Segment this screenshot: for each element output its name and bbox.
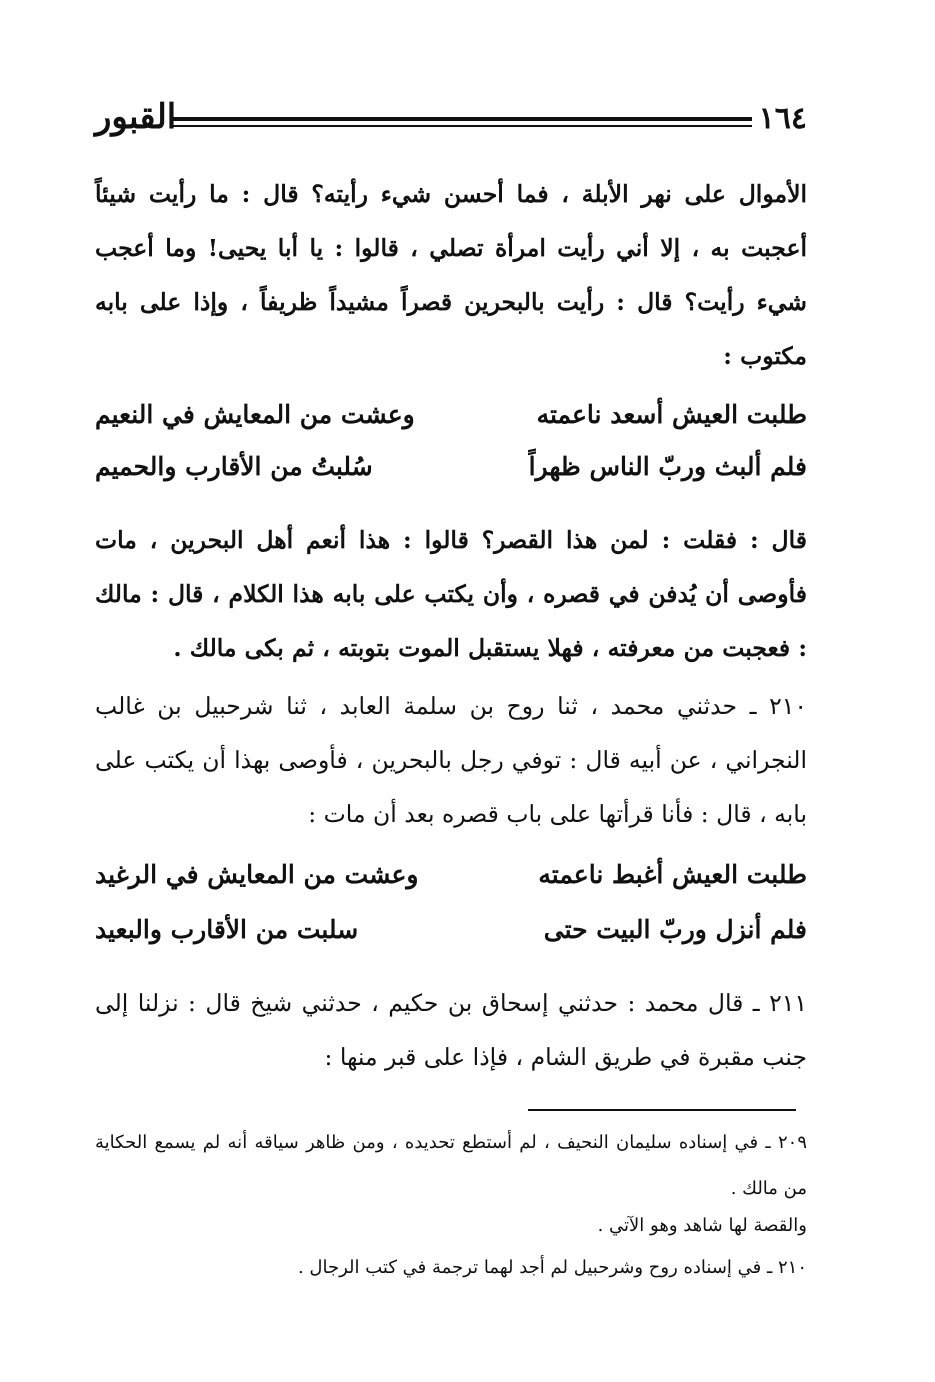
verse-line-2 — [95, 440, 807, 494]
page-number: ١٦٤ — [758, 101, 807, 136]
verse-line-3 — [95, 848, 807, 902]
page-header — [95, 98, 807, 148]
paragraph-3: ٢١٠ ـ حدثني محمد ، ثنا روح بن سلمة العابد ، ثنا شرحبيل بن غالب النجراني ، عن أبيه قال : توفي رجل بالبحرين ، فأوصى بهذا أن يكتب على بابه ، قال : فأنا قرأتها على باب قصره بعد أن مات : — [95, 692, 807, 828]
paragraph-2: قال : فقلت : لمن هذا القصر؟ قالوا : هذا أنعم أهل البحرين ، مات فأوصى أن يُدفن في قصره ، وأن يكتب على بابه هذا الكلام ، قال : مالك : فعجبت من معرفته ، فهلا يستقبل الموت بتوبته ، ثم بكى مالك . — [95, 526, 807, 662]
footnote-210: ٢١٠ ـ في إسناده روح وشرحبيل لم أجد لهما ترجمة في كتب الرجال . — [297, 1257, 807, 1278]
footnote-209-continuation: والقصة لها شاهد وهو الآتي . — [597, 1215, 807, 1236]
footnote-separator — [528, 1109, 796, 1111]
verse-3-second-half: وعشت من المعايش في الرغيد — [95, 860, 419, 889]
verse-4-second-half: سلبت من الأقارب والبعيد — [95, 915, 359, 944]
verse-1-second-half: وعشت من المعايش في النعيم — [95, 400, 415, 429]
verse-line-4 — [95, 903, 807, 957]
running-title: القبور — [95, 97, 177, 137]
verse-2-second-half: سُلبتُ من الأقارب والحميم — [95, 452, 373, 481]
verse-2-first-half: فلم ألبث وربّ الناس ظهراً — [528, 452, 807, 481]
verse-4-first-half: فلم أنزل وربّ البيت حتى — [543, 915, 807, 944]
paragraph-1: الأموال على نهر الأبلة ، فما أحسن شيء رأيته؟ قال : ما رأيت شيئاً أعجبت به ، إلا أني رأيت امرأة تصلي ، قالوا : يا أبا يحيى! وما أعجب شيء رأيت؟ قال : رأيت بالبحرين قصراً مشيداً ظريفاً ، وإذا على بابه مكتوب : — [95, 180, 807, 370]
verse-1-first-half: طلبت العيش أسعد ناعمته — [536, 400, 807, 429]
footnote-209: ٢٠٩ ـ في إسناده سليمان النحيف ، لم أستطع تحديده ، ومن ظاهر سياقه أنه لم يسمع الحكاية من مالك . — [95, 1132, 807, 1199]
header-rule — [173, 117, 752, 127]
verse-3-first-half: طلبت العيش أغبط ناعمته — [538, 860, 807, 889]
verse-line-1 — [95, 388, 807, 442]
paragraph-4: ٢١١ ـ قال محمد : حدثني إسحاق بن حكيم ، حدثني شيخ قال : نزلنا إلى جنب مقبرة في طريق الشام ، فإذا على قبر منها : — [95, 989, 807, 1071]
